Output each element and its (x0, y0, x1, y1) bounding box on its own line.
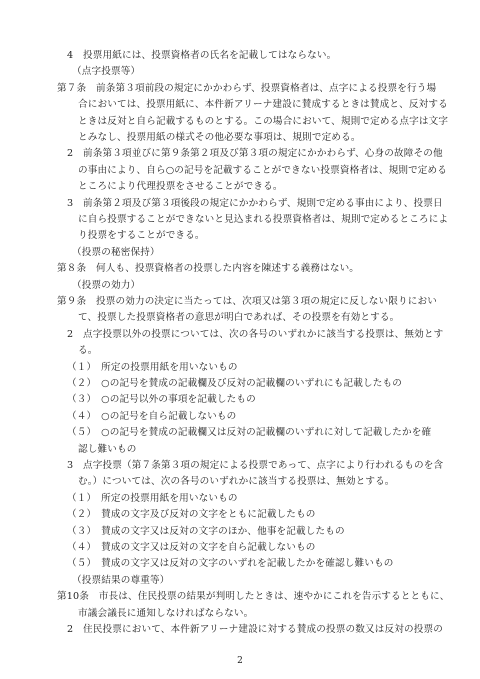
text-line: 第８条 何人も、投票資格者の投票した内容を陳述する義務はない。 (57, 263, 360, 275)
list-item: （１） 所定の投票用紙を用いないもの (67, 492, 238, 504)
text-line: 3 点字投票（第７条第３項の規定による投票であって、点字により行われるものを含 (67, 460, 444, 471)
text-line: 2 前条第３項並びに第９条第２項及び第３項の規定にかかわらず、心身の故障その他 (67, 148, 443, 160)
list-item: （４） ○の記号を自ら記載しないもの (67, 410, 237, 422)
text-line: む。）については、次の各号のいずれかに該当する投票は、無効とする。 (78, 476, 395, 488)
text-line: 4 投票用紙には、投票資格者の氏名を記載してはならない。 (67, 50, 337, 61)
article-heading: （投票結果の尊重等） (72, 574, 170, 586)
text-line: 合においては、投票用紙に、本件新アリーナ建設に賛成するときは賛成と、反対する (78, 99, 448, 111)
text-line: て、投票した投票資格者の意思が明白であれば、その投票を有効とする。 (78, 312, 400, 324)
text-line: 第７条 前条第３項前段の規定にかかわらず、投票資格者は、点字による投票を行う場 (57, 82, 437, 94)
text-line: 第９条 投票の効力の決定に当たっては、次項又は第３項の規定に反しない限りにおい (57, 296, 438, 307)
list-item: （４） 賛成の文字又は反対の文字を自ら記載しないもの (67, 542, 316, 553)
text-line: ところにより代理投票をさせることができる。 (78, 181, 283, 193)
list-item: （５） 賛成の文字又は反対の文字のいずれを記載したかを確認し難いもの (67, 558, 394, 570)
list-item: （３） ○の記号以外の事項を記載したもの (67, 394, 256, 406)
article-heading: （点字投票等） (72, 66, 141, 78)
article-heading: （投票の効力） (72, 279, 141, 291)
list-item: （３） 賛成の文字又は反対の文字のほか、他事を記載したもの (67, 525, 345, 537)
list-item: （２） 賛成の文字及び反対の文字をともに記載したもの (67, 509, 316, 521)
text-line: とみなし、投票用紙の様式その他必要な事項は、規則で定める。 (78, 132, 361, 143)
text-line: の事由により、自ら○の記号を記載することができない投票資格者は、規則で定める (78, 164, 448, 176)
text-line: 市議会議長に通知しなければならない。 (78, 607, 254, 619)
text-line: 2 点字投票以外の投票については、次の各号のいずれかに該当する投票は、無効とす (67, 328, 444, 340)
list-item-continuation: 認し難いもの (78, 443, 137, 455)
article-heading: （投票の秘密保持） (72, 246, 160, 258)
text-line: り投票をすることができる。 (78, 230, 205, 242)
text-line: に自ら投票することができないと見込まれる投票資格者は、規則で定めるところによ (78, 214, 449, 225)
list-item: （５） ○の記号を賛成の記載欄又は反対の記載欄のいずれに対して記載したかを確 (67, 427, 432, 439)
text-line: ときは反対と自ら記載するものとする。この場合において、規則で定める点字は文字 (78, 115, 449, 127)
text-line: 第10条 市長は、住民投票の結果が判明したときは、速やかにこれを告示するとともに、 (57, 591, 450, 603)
text-line: 2 住民投票において、本件新アリーナ建設に対する賛成の投票の数又は反対の投票の (67, 624, 443, 635)
list-item: （２） ○の記号を賛成の記載欄及び反対の記載欄のいずれにも記載したもの (67, 378, 403, 389)
text-line: る。 (78, 345, 98, 357)
text-line: 3 前条第２項及び第３項後段の規定にかかわらず、規則で定める事由により、投票日 (67, 197, 443, 209)
list-item: （１） 所定の投票用紙を用いないもの (67, 361, 238, 373)
page-number: 2 (237, 656, 243, 666)
